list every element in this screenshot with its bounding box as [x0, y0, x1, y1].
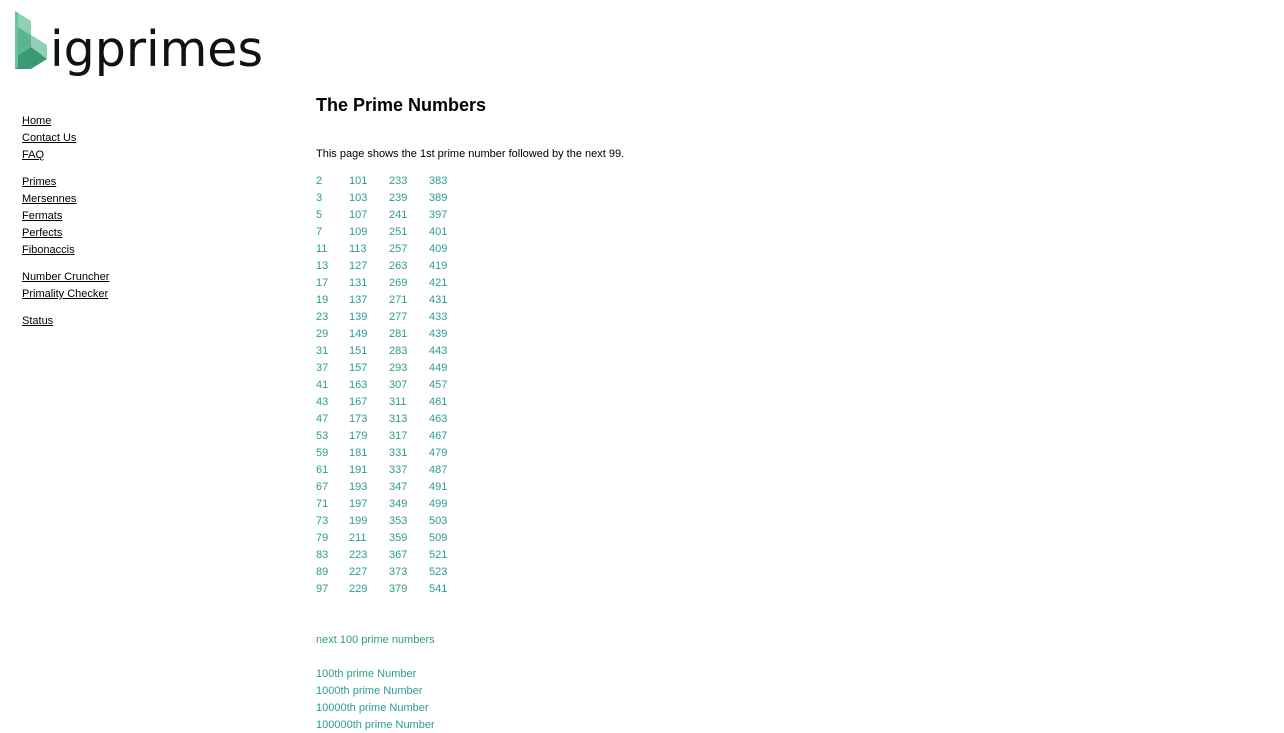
table-row: [316, 513, 469, 530]
prime-link[interactable]: 383: [429, 175, 448, 187]
prime-link[interactable]: 379: [389, 583, 408, 595]
table-cell: [316, 530, 349, 547]
prime-link[interactable]: 521: [429, 549, 448, 561]
table-cell: [429, 343, 469, 360]
prime-link[interactable]: 107: [349, 209, 368, 221]
table-cell: [389, 479, 429, 496]
table-cell: [429, 360, 469, 377]
table-cell: [429, 411, 469, 428]
table-cell: [429, 292, 469, 309]
prime-link[interactable]: 79: [316, 532, 329, 544]
prime-link[interactable]: 349: [389, 498, 408, 510]
table-cell: [316, 241, 349, 258]
table-row: [316, 292, 469, 309]
prime-link[interactable]: 251: [389, 226, 408, 238]
table-cell: [429, 581, 469, 598]
prime-link[interactable]: 29: [316, 328, 329, 340]
nth-prime-link[interactable]: 1000th prime Number: [316, 685, 423, 697]
table-cell: [389, 445, 429, 462]
table-cell: [349, 190, 389, 207]
prime-link[interactable]: 83: [316, 549, 329, 561]
table-cell: [316, 173, 349, 190]
prime-link[interactable]: 439: [429, 328, 448, 340]
table-cell: [429, 224, 469, 241]
table-cell: [316, 462, 349, 479]
table-row: [316, 326, 469, 343]
table-cell: [349, 224, 389, 241]
table-cell: [316, 394, 349, 411]
prime-link[interactable]: 491: [429, 481, 448, 493]
prime-link[interactable]: 151: [349, 345, 368, 357]
table-cell: [389, 462, 429, 479]
table-row: [316, 377, 469, 394]
table-cell: [349, 292, 389, 309]
prime-link[interactable]: 127: [349, 260, 368, 272]
sidebar-group: [22, 113, 109, 164]
sidebar-item-mersennes[interactable]: Mersennes: [22, 193, 77, 205]
table-cell: [316, 547, 349, 564]
prime-link[interactable]: 67: [316, 481, 329, 493]
table-cell: [316, 428, 349, 445]
primes-table: [316, 173, 469, 598]
prime-link[interactable]: 11: [316, 243, 328, 255]
table-row: [316, 564, 469, 581]
prime-link[interactable]: 17: [316, 277, 329, 289]
table-cell: [316, 360, 349, 377]
table-cell: [429, 241, 469, 258]
prime-link[interactable]: 167: [349, 396, 368, 408]
prime-link[interactable]: 293: [389, 362, 408, 374]
prime-link[interactable]: 229: [349, 583, 368, 595]
prime-link[interactable]: 283: [389, 345, 408, 357]
b-logo-icon: [15, 11, 48, 71]
table-cell: [349, 462, 389, 479]
nth-prime-link[interactable]: 100000th prime Number: [316, 719, 435, 731]
table-row: [316, 173, 469, 190]
prime-link[interactable]: 7: [316, 226, 323, 238]
prime-link[interactable]: 23: [316, 311, 329, 323]
table-cell: [349, 207, 389, 224]
table-cell: [316, 258, 349, 275]
table-row: [316, 275, 469, 292]
prime-link[interactable]: 197: [349, 498, 368, 510]
table-row: [316, 343, 469, 360]
prime-link[interactable]: 331: [389, 447, 408, 459]
prime-link[interactable]: 467: [429, 430, 448, 442]
prime-link[interactable]: 257: [389, 243, 408, 255]
prime-link[interactable]: 37: [316, 362, 329, 374]
prime-link[interactable]: 401: [429, 226, 448, 238]
prime-link[interactable]: 59: [316, 447, 329, 459]
table-cell: [316, 445, 349, 462]
table-cell: [349, 496, 389, 513]
table-cell: [389, 530, 429, 547]
prime-link[interactable]: 101: [349, 175, 368, 187]
prime-link[interactable]: 499: [429, 498, 448, 510]
prime-link[interactable]: 509: [429, 532, 448, 544]
table-cell: [316, 207, 349, 224]
prime-link[interactable]: 43: [316, 396, 329, 408]
prime-link[interactable]: 503: [429, 515, 448, 527]
sidebar-item-perfects[interactable]: Perfects: [22, 227, 63, 239]
table-cell: [389, 309, 429, 326]
table-cell: [429, 394, 469, 411]
table-cell: [349, 547, 389, 564]
table-cell: [429, 326, 469, 343]
prime-link[interactable]: 2: [316, 175, 323, 187]
prime-link[interactable]: 139: [349, 311, 368, 323]
table-cell: [316, 309, 349, 326]
table-cell: [429, 309, 469, 326]
nth-prime-links: [316, 666, 624, 733]
table-cell: [429, 445, 469, 462]
prime-link[interactable]: 419: [429, 260, 448, 272]
table-cell: [349, 445, 389, 462]
table-cell: [349, 377, 389, 394]
table-cell: [316, 292, 349, 309]
sidebar-item-number-cruncher[interactable]: Number Cruncher: [22, 271, 110, 283]
prime-link[interactable]: 241: [389, 209, 408, 221]
table-cell: [429, 258, 469, 275]
table-cell: [349, 564, 389, 581]
prime-link[interactable]: 457: [429, 379, 448, 391]
table-cell: [389, 190, 429, 207]
table-cell: [389, 428, 429, 445]
table-row: [316, 581, 469, 598]
prime-link[interactable]: 487: [429, 464, 448, 476]
table-cell: [316, 479, 349, 496]
table-cell: [389, 343, 429, 360]
table-cell: [389, 207, 429, 224]
table-cell: [389, 173, 429, 190]
table-cell: [349, 581, 389, 598]
table-cell: [389, 411, 429, 428]
prime-link[interactable]: 53: [316, 430, 329, 442]
prime-link[interactable]: 431: [429, 294, 448, 306]
table-cell: [389, 581, 429, 598]
prime-link[interactable]: 97: [316, 583, 329, 595]
table-cell: [389, 513, 429, 530]
prime-link[interactable]: 239: [389, 192, 408, 204]
page-title: The Prime Numbers: [316, 95, 487, 115]
table-cell: [429, 479, 469, 496]
table-cell: [389, 258, 429, 275]
prime-link[interactable]: 367: [389, 549, 408, 561]
table-cell: [429, 428, 469, 445]
site-logo[interactable]: [15, 10, 263, 82]
prime-link[interactable]: 461: [429, 396, 448, 408]
sidebar-item-home[interactable]: Home: [22, 115, 52, 127]
logo-text: igprimes: [50, 21, 263, 78]
table-cell: [389, 547, 429, 564]
prime-link[interactable]: 541: [429, 583, 448, 595]
prime-link[interactable]: 443: [429, 345, 448, 357]
prime-link[interactable]: 179: [349, 430, 368, 442]
prime-link[interactable]: 19: [316, 294, 329, 306]
prime-link[interactable]: 389: [429, 192, 448, 204]
prime-link[interactable]: 277: [389, 311, 408, 323]
table-cell: [429, 496, 469, 513]
table-row: [316, 445, 469, 462]
prime-link[interactable]: 73: [316, 515, 329, 527]
table-cell: [316, 411, 349, 428]
prime-link[interactable]: 337: [389, 464, 408, 476]
prime-link[interactable]: 263: [389, 260, 408, 272]
prime-link[interactable]: 353: [389, 515, 408, 527]
prime-link[interactable]: 223: [349, 549, 368, 561]
table-cell: [429, 377, 469, 394]
prime-link[interactable]: 359: [389, 532, 408, 544]
table-row: [316, 411, 469, 428]
prime-link[interactable]: 271: [389, 294, 408, 306]
prime-link[interactable]: 397: [429, 209, 448, 221]
table-cell: [389, 241, 429, 258]
table-cell: [349, 309, 389, 326]
table-cell: [429, 190, 469, 207]
prime-link[interactable]: 463: [429, 413, 448, 425]
prime-link[interactable]: 157: [349, 362, 368, 374]
prime-link[interactable]: 109: [349, 226, 368, 238]
table-row: [316, 224, 469, 241]
sidebar-item-status[interactable]: Status: [22, 315, 54, 327]
prime-link[interactable]: 317: [389, 430, 408, 442]
table-cell: [349, 241, 389, 258]
table-cell: [389, 292, 429, 309]
table-cell: [349, 411, 389, 428]
table-cell: [316, 326, 349, 343]
prime-link[interactable]: 181: [349, 447, 368, 459]
sidebar-group: [22, 269, 109, 303]
prime-link[interactable]: 47: [316, 413, 329, 425]
table-cell: [389, 564, 429, 581]
table-row: [316, 309, 469, 326]
prime-link[interactable]: 113: [349, 243, 367, 255]
intro-text: This page shows the 1st prime number followed by the next 99.: [316, 148, 625, 160]
prime-link[interactable]: 409: [429, 243, 448, 255]
table-row: [316, 479, 469, 496]
table-cell: [349, 530, 389, 547]
table-cell: [349, 479, 389, 496]
table-cell: [349, 360, 389, 377]
table-cell: [429, 462, 469, 479]
prime-link[interactable]: 5: [316, 209, 323, 221]
nth-prime-link[interactable]: 100th prime Number: [316, 668, 417, 680]
prime-link[interactable]: 131: [349, 277, 368, 289]
table-cell: [349, 394, 389, 411]
table-cell: [316, 224, 349, 241]
prime-link[interactable]: 61: [316, 464, 329, 476]
prime-link[interactable]: 211: [349, 532, 367, 544]
table-cell: [389, 275, 429, 292]
table-cell: [429, 275, 469, 292]
table-cell: [349, 513, 389, 530]
table-cell: [429, 530, 469, 547]
sidebar-item-contact-us[interactable]: Contact Us: [22, 132, 77, 144]
table-cell: [429, 564, 469, 581]
prime-link[interactable]: 233: [389, 175, 408, 187]
table-cell: [349, 428, 389, 445]
prime-link[interactable]: 523: [429, 566, 448, 578]
prime-link[interactable]: 281: [389, 328, 408, 340]
nth-prime-link[interactable]: 10000th prime Number: [316, 702, 429, 714]
prime-link[interactable]: 191: [349, 464, 368, 476]
table-cell: [316, 377, 349, 394]
table-cell: [429, 173, 469, 190]
prime-link[interactable]: 227: [349, 566, 368, 578]
table-row: [316, 190, 469, 207]
prime-link[interactable]: 421: [429, 277, 448, 289]
prime-link[interactable]: 311: [389, 396, 407, 408]
sidebar-item-fibonaccis[interactable]: Fibonaccis: [22, 244, 75, 256]
table-row: [316, 360, 469, 377]
table-row: [316, 258, 469, 275]
prime-link[interactable]: 433: [429, 311, 448, 323]
prime-link[interactable]: 173: [349, 413, 368, 425]
table-cell: [316, 581, 349, 598]
table-cell: [389, 377, 429, 394]
table-cell: [429, 513, 469, 530]
table-row: [316, 496, 469, 513]
prime-link[interactable]: 313: [389, 413, 408, 425]
prime-link[interactable]: 163: [349, 379, 368, 391]
sidebar-item-primes[interactable]: Primes: [22, 176, 57, 188]
table-cell: [389, 360, 429, 377]
main-content: [316, 92, 624, 733]
sidebar-item-faq[interactable]: FAQ: [22, 149, 45, 161]
prime-link[interactable]: 13: [316, 260, 329, 272]
table-cell: [349, 258, 389, 275]
sidebar-item-fermats[interactable]: Fermats: [22, 210, 63, 222]
table-row: [316, 428, 469, 445]
table-cell: [316, 513, 349, 530]
table-cell: [429, 207, 469, 224]
prime-link[interactable]: 103: [349, 192, 368, 204]
prime-link[interactable]: 449: [429, 362, 448, 374]
table-row: [316, 462, 469, 479]
table-cell: [316, 496, 349, 513]
table-row: [316, 394, 469, 411]
sidebar-item-primality-checker[interactable]: Primality Checker: [22, 288, 109, 300]
prime-link[interactable]: 71: [316, 498, 329, 510]
prime-link[interactable]: 3: [316, 192, 323, 204]
table-row: [316, 530, 469, 547]
prime-link[interactable]: 373: [389, 566, 408, 578]
prime-link[interactable]: 89: [316, 566, 329, 578]
prime-link[interactable]: 199: [349, 515, 368, 527]
prime-link[interactable]: 149: [349, 328, 368, 340]
prime-link[interactable]: 347: [389, 481, 408, 493]
next-100-primes-link[interactable]: next 100 prime numbers: [316, 634, 435, 646]
table-cell: [349, 173, 389, 190]
table-row: [316, 207, 469, 224]
sidebar-group: [22, 313, 109, 330]
table-cell: [389, 496, 429, 513]
table-cell: [316, 190, 349, 207]
prime-link[interactable]: 31: [316, 345, 329, 357]
table-cell: [389, 394, 429, 411]
prime-link[interactable]: 269: [389, 277, 408, 289]
table-row: [316, 547, 469, 564]
prime-link[interactable]: 41: [316, 379, 329, 391]
sidebar-group: [22, 174, 109, 259]
table-cell: [316, 275, 349, 292]
prime-link[interactable]: 307: [389, 379, 408, 391]
table-cell: [316, 343, 349, 360]
table-cell: [389, 224, 429, 241]
table-cell: [429, 547, 469, 564]
table-row: [316, 241, 469, 258]
prime-link[interactable]: 137: [349, 294, 368, 306]
table-cell: [349, 326, 389, 343]
table-cell: [316, 564, 349, 581]
prime-link[interactable]: 479: [429, 447, 448, 459]
prime-link[interactable]: 193: [349, 481, 368, 493]
sidebar-nav: [22, 113, 109, 340]
table-cell: [389, 326, 429, 343]
table-cell: [349, 275, 389, 292]
table-cell: [349, 343, 389, 360]
